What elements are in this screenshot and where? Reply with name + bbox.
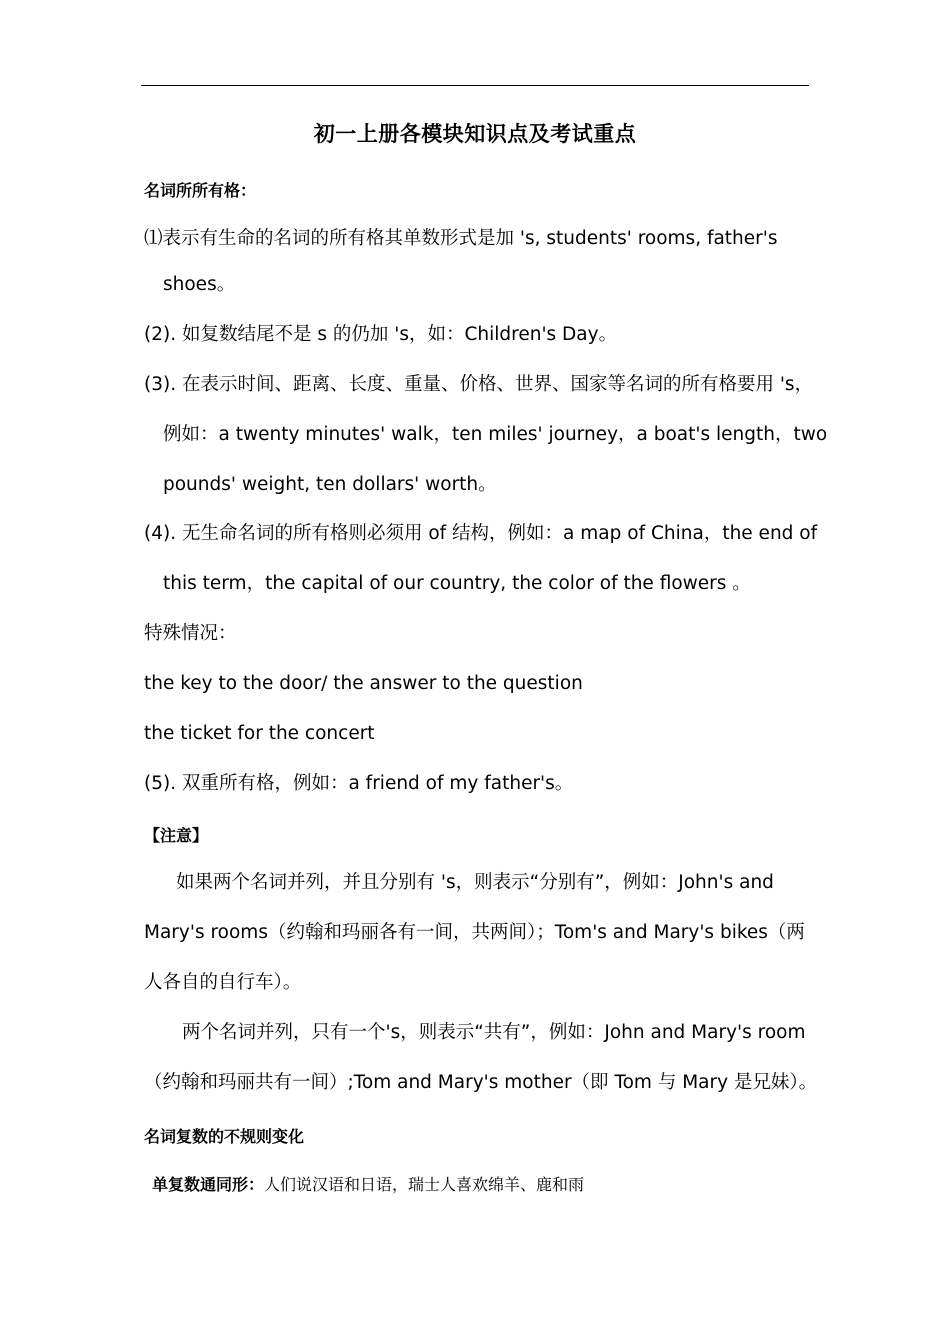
paragraph-4-line-1: (4). 无生命名词的所有格则必须用 of 结构，例如：a map of China，the end of <box>144 523 818 544</box>
section-heading-possessive: 名词所所有格： <box>144 181 257 200</box>
paragraph-1-line-2: shoes。 <box>163 274 236 295</box>
note-1-line-2: Mary's rooms（约翰和玛丽各有一间，共两间）；Tom's and Mary's bikes（两 <box>144 922 805 943</box>
note-2-line-2: （约翰和玛丽共有一间）;Tom and Mary's mother（即 Tom 与 Mary 是兄妹）。 <box>144 1072 818 1093</box>
note-1-line-3: 人各自的自行车）。 <box>144 972 302 993</box>
note-heading: 【注意】 <box>144 826 209 845</box>
paragraph-3-line-3: pounds' weight, ten dollars' worth。 <box>163 474 497 495</box>
irregular-plural-label: 单复数通同形： <box>152 1175 265 1194</box>
paragraph-5-line-1: (5). 双重所有格，例如：a friend of my father's。 <box>144 773 574 794</box>
note-1-line-1: 如果两个名词并列，并且分别有 's，则表示“分别有”，例如：John's and <box>176 872 774 893</box>
document-title: 初一上册各模块知识点及考试重点 <box>313 122 637 146</box>
paragraph-3-line-2: 例如：a twenty minutes' walk，ten miles' journey，a boat's length，two <box>163 424 828 445</box>
header-rule <box>141 85 809 86</box>
paragraph-3-line-1: (3). 在表示时间、距离、长度、重量、价格、世界、国家等名词的所有格要用 's， <box>144 374 814 395</box>
paragraph-1-line-1: ⑴表示有生命的名词的所有格其单数形式是加 's, students' rooms, father's <box>144 228 778 249</box>
section-heading-irregular-plurals: 名词复数的不规则变化 <box>144 1127 305 1146</box>
paragraph-2-line-1: (2). 如复数结尾不是 s 的仍加 's，如：Children's Day。 <box>144 324 618 345</box>
special-cases-heading: 特殊情况： <box>144 623 237 644</box>
special-case-line-2: the ticket for the concert <box>144 723 375 744</box>
irregular-plural-line <box>152 1173 584 1197</box>
note-2-line-1: 两个名词并列，只有一个's，则表示“共有”，例如：John and Mary's room <box>182 1022 806 1043</box>
irregular-plural-text: 人们说汉语和日语，瑞士人喜欢绵羊、鹿和雨 <box>264 1175 585 1194</box>
paragraph-4-line-2: this term，the capital of our country, the color of the flowers 。 <box>163 573 751 594</box>
special-case-line-1: the key to the door/ the answer to the question <box>144 673 583 694</box>
